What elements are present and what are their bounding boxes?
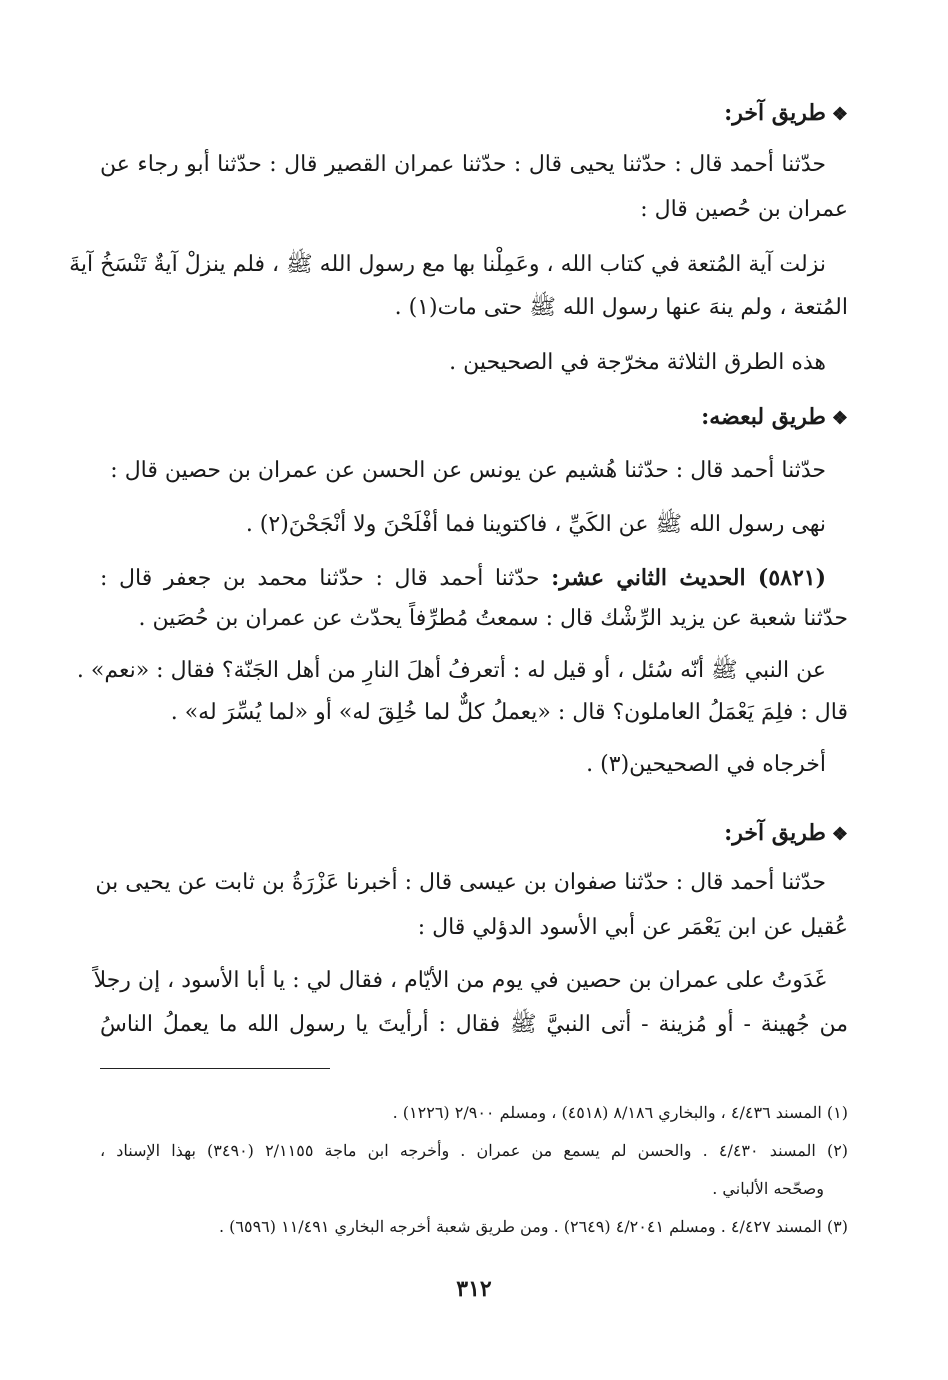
footnote-line: (٢) المسند ٤/٤٣٠ . والحسن لم يسمع من عمران . وأخرجه ابن ماجة ٢/١١٥٥ (٣٤٩٠) بهذا الإسناد ، — [100, 1141, 849, 1160]
footnote-line: (٣) المسند ٤/٤٢٧ . ومسلم ٤/٢٠٤١ (٢٦٤٩) . ومن طريق شعبة أخرجه البخاري ١١/٤٩١ (٦٥٩٦) . — [218, 1217, 848, 1236]
page-number: ٣١٢ — [456, 1276, 492, 1302]
section-heading — [100, 818, 848, 850]
heading-text: طريق لبعضه: — [701, 404, 826, 430]
text-line: هذه الطرق الثلاثة مخرّجة في الصحيحين . — [449, 350, 826, 375]
footnote-line: (١) المسند ٤/٤٣٦ ، والبخاري ٨/١٨٦ (٤٥١٨) ، ومسلم ٢/٩٠٠ (١٢٢٦) . — [392, 1103, 848, 1122]
heading-text: طريق آخر: — [724, 820, 826, 846]
section-heading — [100, 98, 848, 130]
hadith-number-heading: (٥٨٢١) الحديث الثاني عشر: — [551, 565, 826, 591]
text-line: نزلت آية المُتعة في كتاب الله ، وعَمِلْنا بها مع رسول الله ﷺ ، فلم ينزلْ آيةٌ تَنْسَخُ آيةَ — [69, 252, 826, 277]
text-line: عُقيل عن ابن يَعْمَر عن أبي الأسود الدؤلي قال : — [417, 915, 848, 940]
text-line: أخرجاه في الصحيحين(٣) . — [586, 752, 826, 777]
text-line: حدّثنا شعبة عن يزيد الرِّشْك قال : سمعتُ مُطرِّفاً يحدّث عن عمران بن حُصَين . — [138, 606, 848, 631]
text-line: قال : فلِمَ يَعْمَلُ العاملون؟ قال : «يعملُ كلٌّ لما خُلِقَ له» أو «لما يُسِّرَ له» . — [170, 700, 848, 725]
text-line: نهى رسول الله ﷺ عن الكَيِّ ، فاكتوينا فما أفْلَحْنَ ولا أنْجَحْنَ(٢) . — [245, 512, 826, 537]
section-heading — [100, 402, 848, 434]
text-line: غَدَوتُ على عمران بن حصين في يوم من الأيّام ، فقال لي : يا أبا الأسود ، إن رجلاً — [93, 968, 826, 993]
footnote-line: وصحّحه الألباني . — [712, 1179, 824, 1198]
hadith-line: (٥٨٢١) الحديث الثاني عشر: حدّثنا أحمد قال : حدّثنا محمد بن جعفر قال : — [100, 565, 826, 591]
text-line: حدّثنا أحمد قال : حدّثنا صفوان بن عيسى قال : أخبرنا عَزْرَةُ بن ثابت عن يحيى بن — [95, 870, 826, 895]
text-line: عن النبي ﷺ أنّه سُئل ، أو قيل له : أتعرفُ أهلَ النارِ من أهل الجَنّة؟ فقال : «نعم» . — [76, 658, 826, 683]
text-line: عمران بن حُصين قال : — [640, 197, 848, 222]
text-line: حدّثنا أحمد قال : حدّثنا هُشيم عن يونس عن الحسن عن عمران بن حصين قال : — [110, 458, 826, 483]
text-line: حدّثنا أحمد قال : حدّثنا يحيى قال : حدّثنا عمران القصير قال : حدّثنا أبو رجاء عن — [100, 152, 826, 177]
footnote-separator — [100, 1068, 330, 1069]
diamond-bullet-icon: ❖ — [831, 824, 848, 845]
text-line: من جُهينة - أو مُزينة - أتى النبيَّ ﷺ فقال : أرأيتَ يا رسول الله ما يعملُ الناسُ — [100, 1012, 848, 1037]
diamond-bullet-icon: ❖ — [831, 104, 848, 125]
heading-text: طريق آخر: — [724, 100, 826, 126]
diamond-bullet-icon: ❖ — [831, 408, 848, 429]
text-line: المُتعة ، ولم ينهَ عنها رسول الله ﷺ حتى مات(١) . — [394, 295, 848, 320]
